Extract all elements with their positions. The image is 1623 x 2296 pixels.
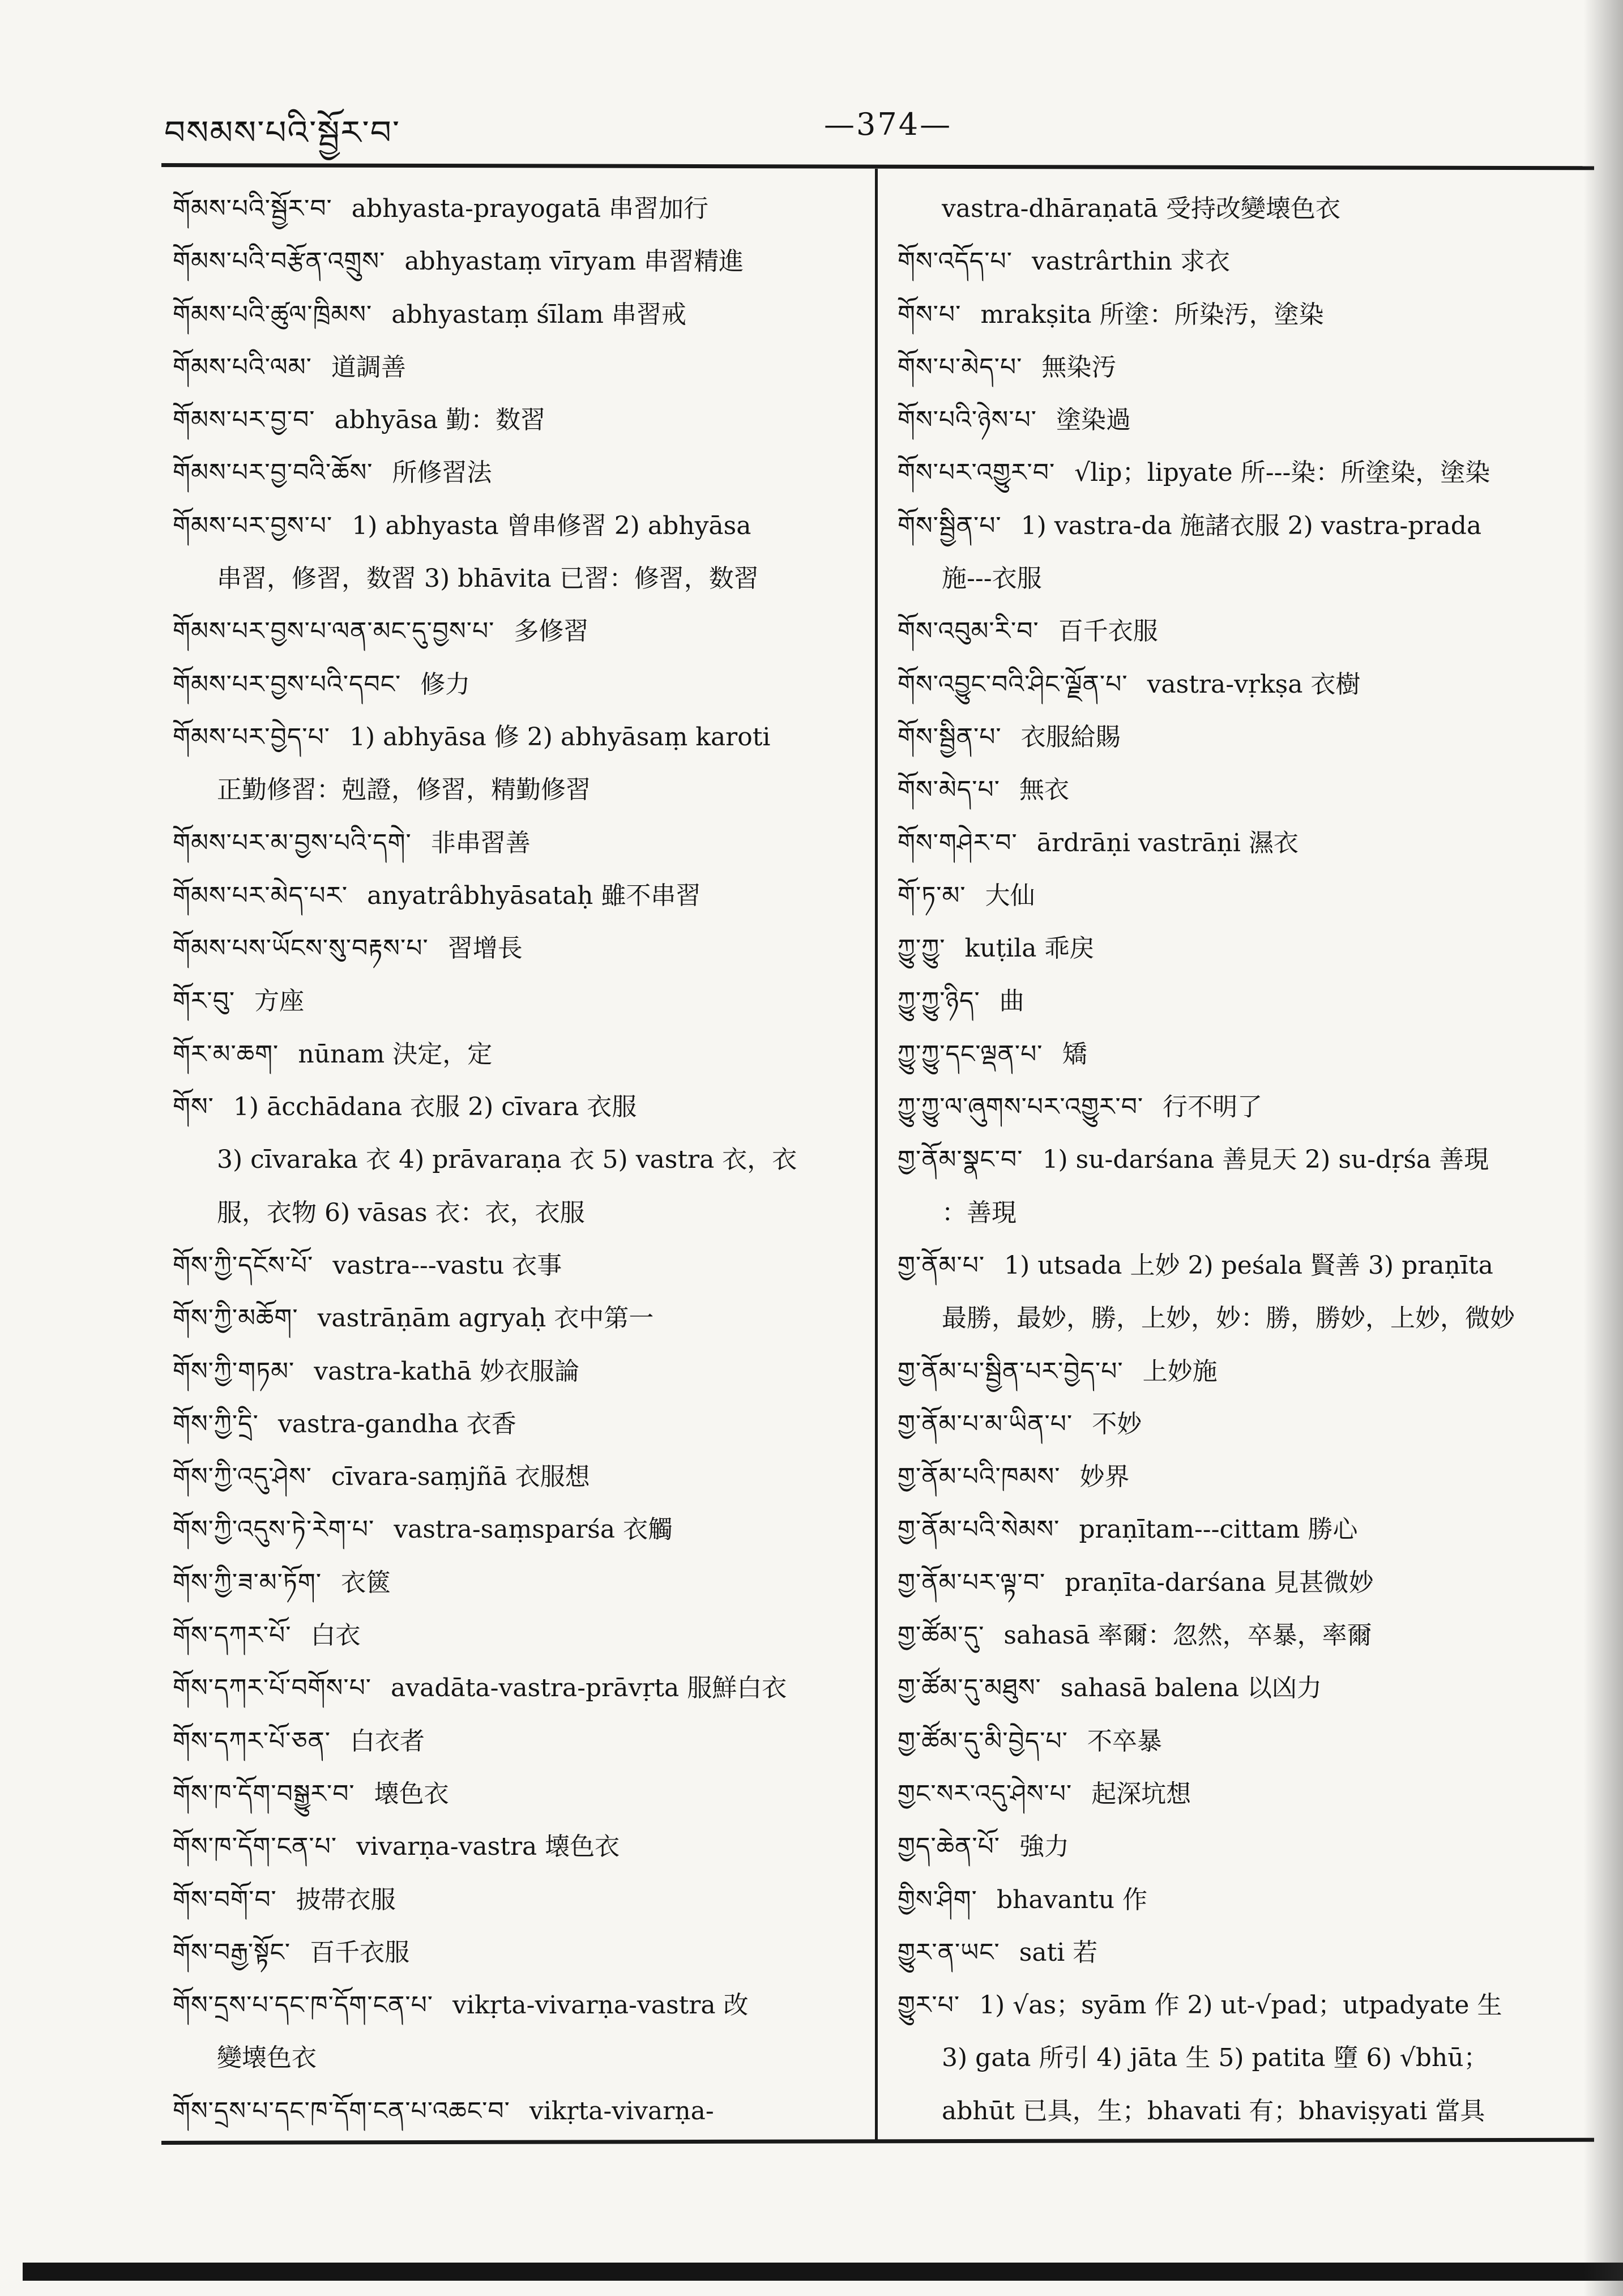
- gloss: abhyasta-prayogatā 串習加行: [351, 194, 709, 223]
- gloss: praṇīta-darśana 見甚微妙: [1065, 1568, 1374, 1597]
- gloss: 非串習善: [430, 828, 531, 857]
- gloss: 服，衣物 6) vāsas 衣：衣，衣服: [217, 1198, 585, 1227]
- headword: གོས་དཀར་པོ་བགོས་པ་: [173, 1674, 372, 1703]
- headword: གོས་བརྒྱ་སྟོང་: [173, 1937, 291, 1967]
- entry-line: [173, 1873, 861, 1926]
- entry-line: [173, 1820, 861, 1873]
- headword: གོམས་པར་མེད་པར་: [173, 881, 348, 910]
- headword: གོམས་པའི་བརྩོན་འགྲུས་: [173, 247, 386, 276]
- gloss: abhūt 已具，生；bhavati 有；bhaviṣyati 當具: [942, 2096, 1485, 2126]
- gloss: vastrāṇām agryaḥ 衣中第一: [317, 1304, 654, 1333]
- entry-line: [898, 1820, 1591, 1873]
- headword: གོམས་པར་བྱེད་པ་: [173, 722, 331, 752]
- gloss: 上妙施: [1142, 1356, 1218, 1386]
- gloss: cīvara-saṃjñā 衣服想: [331, 1462, 590, 1492]
- entry-line: [898, 1187, 1591, 1239]
- headword: གོམས་པར་བྱས་པ་: [173, 511, 333, 540]
- entry-line: [898, 658, 1591, 711]
- entry-line: [898, 2085, 1591, 2137]
- gloss: praṇītam---cittam 勝心: [1079, 1515, 1358, 1544]
- entry-line: [898, 1715, 1591, 1768]
- gloss: 不妙: [1092, 1409, 1142, 1439]
- entry-line: [173, 975, 861, 1027]
- gloss: 變壊色衣: [217, 2043, 317, 2073]
- entry-line: [898, 500, 1591, 552]
- entry-line: [173, 1979, 861, 2032]
- headword: གོས་པ་མེད་པ་: [898, 352, 1023, 382]
- gloss: 方座: [254, 987, 305, 1016]
- gloss: vastra-vṛkṣa 衣樹: [1147, 669, 1361, 699]
- entry-line: [898, 394, 1591, 446]
- headword: གོས་ཁ་དོག་བསྒྱུར་བ་: [173, 1779, 355, 1808]
- entry-line: [898, 2032, 1591, 2084]
- headword: གྱ་ནོམ་པ་སྦྱིན་པར་བྱེད་པ་: [898, 1356, 1124, 1386]
- entry-line: [898, 1345, 1591, 1398]
- gloss: 1) abhyasta 曾串修習 2) abhyāsa: [352, 511, 751, 540]
- entry-line: [173, 394, 861, 446]
- gloss: 白衣: [310, 1621, 361, 1650]
- gloss: 壊色衣: [374, 1779, 449, 1808]
- headword: གོས་དྲས་པ་དང་ཁ་དོག་ངན་པ་: [173, 1991, 434, 2020]
- headword: གྱ་ནོམ་པའི་སེམས་: [898, 1515, 1060, 1544]
- gloss: abhyastaṃ śīlam 串習戒: [391, 300, 686, 329]
- gloss: 所修習法: [392, 458, 492, 488]
- left-column: [173, 182, 861, 2131]
- gloss: 大仙: [985, 881, 1035, 910]
- headword: གོམས་པས་ཡོངས་སུ་བརྟས་པ་: [173, 934, 429, 963]
- entry-line: [898, 605, 1591, 658]
- gloss: 串習，修習，数習 3) bhāvita 已習：修習，数習: [217, 564, 759, 594]
- right-column: [898, 182, 1591, 2131]
- headword: གྱ་ནོམ་པར་ལྟ་བ་: [898, 1568, 1046, 1597]
- gloss: 百千衣服: [1058, 617, 1158, 646]
- gloss: vastra---vastu 衣事: [332, 1251, 562, 1280]
- entry-line: [898, 341, 1591, 394]
- gloss: 施---衣服: [942, 564, 1042, 594]
- gloss: vastra-gandha 衣香: [277, 1409, 516, 1439]
- gloss: 正勤修習：剋證，修習，精勤修習: [217, 775, 591, 805]
- scan-border: [23, 2263, 1623, 2281]
- headword: གོས་པར་འགྱུར་བ་: [898, 458, 1056, 488]
- gloss: 最勝，最妙，勝，上妙，妙：勝，勝妙，上妙，微妙: [942, 1304, 1515, 1333]
- entry-line: [898, 1768, 1591, 1820]
- entry-line: [173, 869, 861, 922]
- entry-line: [898, 711, 1591, 763]
- gloss: vivarṇa-vastra 壊色衣: [356, 1832, 620, 1862]
- gloss: 百千衣服: [310, 1937, 410, 1967]
- gloss: 白衣者: [350, 1726, 425, 1756]
- headword: གོས་: [173, 1092, 214, 1122]
- entry-line: [173, 1609, 861, 1662]
- entry-line: [173, 711, 861, 763]
- headword: གྱིས་ཤིག་: [898, 1885, 977, 1914]
- headword: གོར་བུ་: [173, 987, 236, 1016]
- entry-line: [898, 1662, 1591, 1714]
- gloss: 披帯衣服: [296, 1885, 396, 1914]
- headword: གོས་ཁ་དོག་ངན་པ་: [173, 1832, 338, 1862]
- entry-line: [173, 182, 861, 235]
- headword: གོར་མ་ཆག་: [173, 1039, 279, 1069]
- entry-line: [898, 817, 1591, 869]
- headword: གོས་པ་: [898, 300, 962, 329]
- entry-line: [173, 922, 861, 975]
- headword: ཀྱུ་ཀྱུ་ཉིད་: [898, 987, 980, 1016]
- entry-line: [173, 1662, 861, 1714]
- gloss: avadāta-vastra-prāvṛta 服鮮白衣: [391, 1674, 787, 1703]
- headword: གྱུར་པ་: [898, 1991, 960, 2020]
- gloss: 1) vastra-da 施諸衣服 2) vastra-prada: [1020, 511, 1482, 540]
- gloss: 修力: [420, 669, 471, 699]
- headword: གྱ་ནོམ་སྣང་བ་: [898, 1145, 1023, 1175]
- gloss: vikṛta-vivarṇa-: [529, 2096, 714, 2126]
- entry-line: [898, 1503, 1591, 1556]
- headword: གྱ་ནོམ་པ་མ་ཡིན་པ་: [898, 1409, 1073, 1439]
- headword: གྱད་ཆེན་པོ་: [898, 1832, 1001, 1862]
- gloss: anyatrâbhyāsataḥ 雖不串習: [367, 881, 701, 910]
- entry-line: [173, 1187, 861, 1239]
- entry-line: [173, 288, 861, 341]
- entry-line: [173, 1239, 861, 1292]
- gloss: 1) ācchādana 衣服 2) cīvara 衣服: [233, 1092, 637, 1122]
- gloss: sahasā balena 以凶力: [1060, 1674, 1322, 1703]
- entry-line: [173, 1133, 861, 1186]
- headword: གོམས་པའི་སྦྱོར་བ་: [173, 194, 332, 223]
- gloss: sahasā 率爾：忽然，卒暴，率爾: [1003, 1621, 1372, 1650]
- gloss: 行不明了: [1163, 1092, 1263, 1122]
- headword: གོ་ཏ་མ་: [898, 881, 966, 910]
- headword: ཀྱུ་ཀྱུ་: [898, 934, 946, 963]
- gloss: abhyastaṃ vīryam 串習精進: [404, 247, 744, 276]
- gloss: 無染汚: [1041, 352, 1117, 382]
- column-divider: [875, 169, 878, 2140]
- entry-line: [898, 1133, 1591, 1186]
- gloss: kuṭila 乖戻: [964, 934, 1095, 963]
- headword: གོས་ཀྱི་དངོས་པོ་: [173, 1251, 314, 1280]
- gloss: bhavantu 作: [996, 1885, 1148, 1914]
- headword: གོམས་པར་བྱ་བ་: [173, 406, 315, 435]
- entry-line: [898, 182, 1591, 235]
- entry-line: [898, 1450, 1591, 1503]
- entry-line: [173, 1028, 861, 1081]
- headword: གོས་སྦྱིན་པ་: [898, 722, 1002, 752]
- headword: གོས་གཤེར་བ་: [898, 828, 1018, 857]
- headword: གོམས་པའི་ཚུལ་ཁྲིམས་: [173, 300, 373, 329]
- gloss: √lip；lipyate 所---染：所塗染，塗染: [1074, 458, 1490, 488]
- running-head: བསམས་པའི་སྦྱོར་བ་: [164, 113, 401, 152]
- gloss: 矯: [1062, 1039, 1087, 1069]
- headword: གོས་སྦྱིན་པ་: [898, 511, 1002, 540]
- headword: གོམས་པར་བྱ་བའི་ཆོས་: [173, 458, 373, 488]
- entry-line: [898, 288, 1591, 341]
- headword: གོས་བགོ་བ་: [173, 1885, 277, 1914]
- gloss: 衣服給賜: [1020, 722, 1121, 752]
- headword: ཀྱུ་ཀྱུ་དང་ལྡན་པ་: [898, 1039, 1043, 1069]
- gloss: ：善現: [942, 1198, 1016, 1227]
- gloss: vastra-saṃsparśa 衣觸: [394, 1515, 673, 1544]
- headword: གོས་དཀར་པོ་: [173, 1621, 292, 1650]
- entry-line: [898, 1081, 1591, 1133]
- headword: གྱུར་ན་ཡང་: [898, 1937, 1000, 1967]
- headword: གོམས་པར་བྱས་པ་ལན་མང་དུ་བྱས་པ་: [173, 617, 495, 646]
- headword: གྱ་ནོམ་པ་: [898, 1251, 985, 1280]
- gloss: vastra-kathā 妙衣服論: [314, 1356, 579, 1386]
- gloss: 1) abhyāsa 修 2) abhyāsaṃ karoti: [349, 722, 771, 752]
- page-number: —374—: [824, 106, 953, 142]
- entry-line: [898, 763, 1591, 816]
- gloss: 1) utsada 上妙 2) peśala 賢善 3) praṇīta: [1004, 1251, 1493, 1280]
- headword: གོས་མེད་པ་: [898, 775, 1000, 805]
- headword: གྱ་ནོམ་པའི་ཁམས་: [898, 1462, 1061, 1492]
- entry-line: [173, 1926, 861, 1979]
- entry-line: [173, 1450, 861, 1503]
- entry-line: [898, 235, 1591, 288]
- gloss: ārdrāṇi vastrāṇi 濕衣: [1036, 828, 1299, 857]
- entry-line: [173, 235, 861, 288]
- gloss: 衣篋: [341, 1568, 391, 1597]
- entry-line: [173, 1556, 861, 1609]
- entry-line: [173, 1292, 861, 1345]
- scan-edge-shadow: [1583, 0, 1623, 2296]
- entry-line: [898, 552, 1591, 605]
- gloss: 多修習: [514, 617, 589, 646]
- gloss: vikṛta-vivarṇa-vastra 改: [452, 1991, 749, 2020]
- entry-line: [173, 341, 861, 394]
- headword: གྱང་སར་འདུ་ཤེས་པ་: [898, 1779, 1073, 1808]
- gloss: 不卒暴: [1087, 1726, 1162, 1756]
- entry-line: [898, 1873, 1591, 1926]
- entry-line: [173, 1715, 861, 1768]
- headword: གོས་འདོད་པ་: [898, 247, 1013, 276]
- gloss: 3) gata 所引 4) jāta 生 5) patita 墮 6) √bhū；: [942, 2043, 1489, 2073]
- gloss: 習增長: [447, 934, 523, 963]
- gloss: 3) cīvaraka 衣 4) prāvaraṇa 衣 5) vastra 衣，衣: [217, 1145, 797, 1175]
- headword: ཀྱུ་ཀྱུ་ལ་ཞུགས་པར་འགྱུར་བ་: [898, 1092, 1144, 1122]
- headword: གོས་ཀྱི་འདུས་ཏེ་རེག་པ་: [173, 1515, 375, 1544]
- entry-line: [898, 1028, 1591, 1081]
- headword: གོས་ཀྱི་གཏམ་: [173, 1356, 295, 1386]
- entry-line: [898, 975, 1591, 1027]
- entry-line: [898, 446, 1591, 499]
- gloss: 曲: [999, 987, 1024, 1016]
- gloss: 1) √as；syām 作 2) ut-√pad；utpadyate 生: [979, 1991, 1502, 2020]
- entry-line: [898, 1292, 1591, 1345]
- headword: གོམས་པར་མ་བྱས་པའི་དགེ་: [173, 828, 412, 857]
- entry-line: [898, 1556, 1591, 1609]
- entry-line: [173, 1768, 861, 1820]
- headword: གོས་ཀྱི་མཆོག་: [173, 1304, 298, 1333]
- gloss: 無衣: [1019, 775, 1069, 805]
- entry-line: [898, 922, 1591, 975]
- gloss: 強力: [1019, 1832, 1070, 1862]
- gloss: 塗染過: [1056, 406, 1131, 435]
- entry-line: [898, 1979, 1591, 2032]
- gloss: vastrârthin 求衣: [1031, 247, 1231, 276]
- headword: གོས་ཀྱི་དྲི་: [173, 1409, 259, 1439]
- entry-line: [173, 817, 861, 869]
- gloss: vastra-dhāraṇatā 受持改變壊色衣: [942, 194, 1340, 223]
- entry-line: [173, 2085, 861, 2137]
- entry-line: [898, 869, 1591, 922]
- entry-line: [173, 500, 861, 552]
- entry-line: [173, 658, 861, 711]
- entry-line: [898, 1609, 1591, 1662]
- headword: གོས་ཀྱི་ཟ་མ་ཏོག་: [173, 1568, 322, 1597]
- entry-line: [173, 446, 861, 499]
- headword: གྱ་ཚོམ་དུ་མཐུས་: [898, 1674, 1041, 1703]
- headword: གོམས་པའི་ལམ་: [173, 352, 312, 382]
- headword: གོས་འབུམ་རི་བ་: [898, 617, 1039, 646]
- entry-line: [173, 605, 861, 658]
- headword: གོས་དཀར་པོ་ཅན་: [173, 1726, 331, 1756]
- headword: གྱ་ཚོམ་དུ་: [898, 1621, 985, 1650]
- headword: གོས་འབྱུང་བའི་ཤིང་ལྗོན་པ་: [898, 669, 1128, 699]
- bottom-rule: [161, 2138, 1594, 2145]
- headword: གོས་དྲས་པ་དང་ཁ་དོག་ངན་པ་འཆང་བ་: [173, 2096, 510, 2126]
- gloss: 起深坑想: [1091, 1779, 1191, 1808]
- entry-line: [173, 1398, 861, 1450]
- entry-line: [173, 552, 861, 605]
- headword: གོས་པའི་ཉེས་པ་: [898, 406, 1037, 435]
- gloss: 1) su-darśana 善見天 2) su-dṛśa 善現: [1042, 1145, 1489, 1175]
- entry-line: [173, 2032, 861, 2084]
- entry-line: [898, 1239, 1591, 1292]
- entry-line: [173, 1081, 861, 1133]
- gloss: 道調善: [331, 352, 406, 382]
- entry-line: [898, 1926, 1591, 1979]
- gloss: nūnam 決定，定: [298, 1039, 493, 1069]
- headword: གོམས་པར་བྱས་པའི་དབང་: [173, 669, 402, 699]
- headword: གྱ་ཚོམ་དུ་མི་བྱེད་པ་: [898, 1726, 1068, 1756]
- entry-line: [173, 1503, 861, 1556]
- entry-line: [898, 1398, 1591, 1450]
- gloss: abhyāsa 勤：数習: [334, 406, 546, 435]
- entry-line: [173, 763, 861, 816]
- gloss: 妙界: [1079, 1462, 1130, 1492]
- headword: གོས་ཀྱི་འདུ་ཤེས་: [173, 1462, 312, 1492]
- gloss: sati 若: [1019, 1937, 1098, 1967]
- gloss: mrakṣita 所塗：所染汚，塗染: [980, 300, 1324, 329]
- entry-line: [173, 1345, 861, 1398]
